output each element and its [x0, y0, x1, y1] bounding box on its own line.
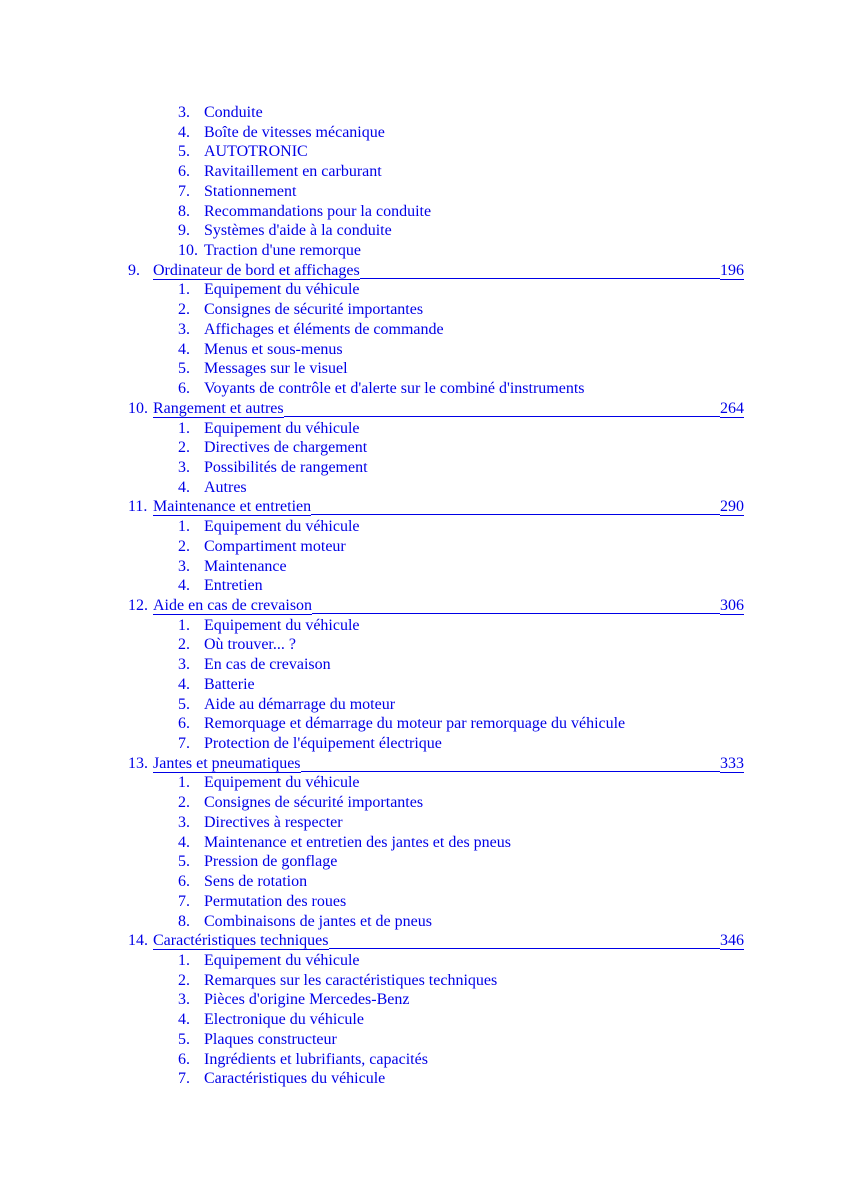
- toc-subitem[interactable]: [178, 241, 738, 261]
- toc-subitem[interactable]: [178, 852, 738, 872]
- toc-chapter-page[interactable]: 264: [720, 399, 744, 417]
- toc-subitem-title: Maintenance et entretien des jantes et des pneus: [204, 833, 511, 851]
- toc-subitem-title: Possibilités de rangement: [204, 458, 368, 476]
- toc-subitem-title: Ravitaillement en carburant: [204, 163, 382, 181]
- toc-subitem-number: 8.: [178, 912, 190, 930]
- toc-subitem[interactable]: [178, 537, 738, 557]
- toc-subitem[interactable]: [178, 478, 738, 498]
- toc-subitem-number: 4.: [178, 577, 190, 595]
- toc-subitem-title: Equipement du véhicule: [204, 774, 360, 792]
- toc-subitem[interactable]: [178, 892, 738, 912]
- toc-subitem[interactable]: [178, 1030, 738, 1050]
- toc-subitem-number: 2.: [178, 537, 190, 555]
- toc-subitem-number: 1.: [178, 281, 190, 299]
- toc-subitem[interactable]: [178, 202, 738, 222]
- toc-subitem-number: 10.: [178, 242, 198, 260]
- toc-chapter-title: Jantes et pneumatiques: [153, 754, 301, 772]
- toc-subitem-title: Ingrédients et lubrifiants, capacités: [204, 1050, 428, 1068]
- toc-subitem-number: 1.: [178, 419, 190, 437]
- toc-subitem-number: 5.: [178, 360, 190, 378]
- toc-subitem-number: 4.: [178, 340, 190, 358]
- toc-subitem[interactable]: [178, 517, 738, 537]
- toc-chapter[interactable]: [128, 497, 744, 517]
- toc-subitem-number: 5.: [178, 143, 190, 161]
- toc-subitem-title: Equipement du véhicule: [204, 518, 360, 536]
- toc-chapter[interactable]: [128, 596, 744, 616]
- toc-subitem[interactable]: [178, 458, 738, 478]
- toc-leader-line: [284, 399, 720, 417]
- toc-subitem[interactable]: [178, 182, 738, 202]
- toc-subitem[interactable]: [178, 379, 738, 399]
- toc-subitem[interactable]: [178, 833, 738, 853]
- toc-chapter-page[interactable]: 290: [720, 498, 744, 516]
- toc-subitem-number: 9.: [178, 222, 190, 240]
- toc-subitem-number: 1.: [178, 951, 190, 969]
- toc-subitem-number: 7.: [178, 892, 190, 910]
- toc-subitem[interactable]: [178, 221, 738, 241]
- toc-chapter[interactable]: [128, 399, 744, 419]
- toc-subitem-number: 1.: [178, 518, 190, 536]
- toc-subitem[interactable]: [178, 1010, 738, 1030]
- toc-subitem-title: Boîte de vitesses mécanique: [204, 123, 385, 141]
- toc-subitem-number: 7.: [178, 735, 190, 753]
- toc-subitem-number: 1.: [178, 616, 190, 634]
- toc-subitem-title: Maintenance: [204, 557, 287, 575]
- toc-leader-line: [301, 754, 720, 772]
- toc-subitem-title: Remarques sur les caractéristiques techniques: [204, 971, 498, 989]
- toc-subitem-title: Plaques constructeur: [204, 1030, 337, 1048]
- toc-subitem-title: Batterie: [204, 675, 255, 693]
- toc-subitem-title: Consignes de sécurité importantes: [204, 794, 424, 812]
- toc-subitem-number: 5.: [178, 695, 190, 713]
- toc-chapter-title: Aide en cas de crevaison: [153, 597, 313, 614]
- toc-subitem-number: 2.: [178, 971, 190, 989]
- toc-subitem-number: 3.: [178, 557, 190, 575]
- toc-subitem-title: Directives à respecter: [204, 813, 343, 831]
- toc-subitem-number: 6.: [178, 380, 190, 398]
- toc-subitem-number: 1.: [178, 774, 190, 792]
- toc-chapter[interactable]: [128, 754, 744, 774]
- toc-subitem-number: 2.: [178, 636, 190, 654]
- toc-subitem-title: Equipement du véhicule: [204, 419, 360, 437]
- toc-subitem[interactable]: [178, 655, 738, 675]
- toc-subitem-title: Stationnement: [204, 182, 297, 200]
- toc-subitem[interactable]: [178, 675, 738, 695]
- toc-subitem[interactable]: [178, 714, 738, 734]
- toc-subitem[interactable]: [178, 990, 738, 1010]
- toc-subitem-title: Affichages et éléments de commande: [204, 320, 444, 338]
- toc-subitem[interactable]: [178, 971, 738, 991]
- toc-chapter-page[interactable]: 306: [720, 597, 744, 614]
- toc-subitem-number: 5.: [178, 853, 190, 871]
- toc-subitem[interactable]: [178, 419, 738, 439]
- toc-chapter-number: 11.: [128, 498, 148, 516]
- toc-subitem[interactable]: [178, 734, 738, 754]
- toc-subitem-title: Equipement du véhicule: [204, 951, 360, 969]
- toc-subitem[interactable]: [178, 142, 738, 162]
- toc-leader-line: [311, 497, 720, 515]
- toc-subitem-number: 3.: [178, 813, 190, 831]
- toc-leader-line: [329, 931, 721, 949]
- toc-chapter[interactable]: [128, 931, 744, 951]
- toc-subitem[interactable]: [178, 951, 738, 971]
- toc-subitem[interactable]: [178, 557, 738, 577]
- toc-subitem-title: AUTOTRONIC: [204, 143, 308, 161]
- toc-subitem[interactable]: [178, 576, 738, 596]
- toc-subitem-title: Messages sur le visuel: [204, 360, 348, 378]
- toc-subitem-number: 6.: [178, 1050, 190, 1068]
- toc-subitem-title: Sens de rotation: [204, 873, 308, 891]
- toc-chapter-title: Rangement et autres: [153, 399, 284, 417]
- toc-subitem[interactable]: [178, 773, 738, 793]
- toc-subitem-number: 5.: [178, 1030, 190, 1048]
- toc-subitem-title: Electronique du véhicule: [204, 1011, 364, 1029]
- toc-subitem-title: Où trouver... ?: [204, 636, 296, 654]
- toc-subitem[interactable]: [178, 813, 738, 833]
- toc-subitem-number: 4.: [178, 123, 190, 141]
- toc-subitem-title: Combinaisons de jantes et de pneus: [204, 912, 432, 930]
- toc-subitem-title: Compartiment moteur: [204, 537, 346, 555]
- toc-subitem-title: Directives de chargement: [204, 439, 368, 457]
- toc-subitem-number: 4.: [178, 478, 190, 496]
- toc-subitem-number: 2.: [178, 301, 190, 319]
- toc-chapter-page[interactable]: 333: [720, 754, 744, 772]
- toc-subitem-number: 3.: [178, 320, 190, 338]
- toc-chapter-title: Ordinateur de bord et affichages: [153, 261, 360, 279]
- toc-subitem-number: 6.: [178, 715, 190, 733]
- toc-subitem-number: 2.: [178, 439, 190, 457]
- toc-subitem-title: Equipement du véhicule: [204, 281, 360, 299]
- toc-subitem[interactable]: [178, 1069, 738, 1089]
- toc-subitem-title: Systèmes d'aide à la conduite: [204, 222, 392, 240]
- toc-subitem-title: Permutation des roues: [204, 892, 347, 910]
- toc-subitem-number: 4.: [178, 675, 190, 693]
- toc-subitem[interactable]: [178, 123, 738, 143]
- toc-subitem-number: 4.: [178, 1011, 190, 1029]
- toc-leader-line: [312, 596, 720, 614]
- toc-chapter-title: Maintenance et entretien: [153, 498, 312, 516]
- toc-subitem-title: Autres: [204, 478, 247, 496]
- toc-subitem[interactable]: [178, 695, 738, 715]
- toc-leader-line: [360, 261, 720, 279]
- toc-chapter-page[interactable]: 196: [720, 261, 744, 279]
- toc-subitem-title: Menus et sous-menus: [204, 340, 343, 358]
- toc-subitem-title: Aide au démarrage du moteur: [204, 695, 396, 713]
- toc-subitem[interactable]: [178, 103, 738, 123]
- toc-subitem[interactable]: [178, 872, 738, 892]
- toc-subitem-number: 6.: [178, 873, 190, 891]
- toc-subitem[interactable]: [178, 162, 738, 182]
- toc-chapter[interactable]: [128, 261, 744, 281]
- toc-subitem-title: Recommandations pour la conduite: [204, 202, 432, 220]
- toc-subitem-title: Traction d'une remorque: [204, 242, 361, 260]
- toc-subitem-title: En cas de crevaison: [204, 656, 331, 674]
- toc-chapter-page[interactable]: 346: [720, 932, 744, 950]
- toc-subitem[interactable]: [178, 320, 738, 340]
- toc-subitem[interactable]: [178, 616, 738, 636]
- toc-chapter-number: 10.: [128, 399, 148, 417]
- toc-subitem-title: Consignes de sécurité importantes: [204, 301, 424, 319]
- toc-subitem-title: Voyants de contrôle et d'alerte sur le combiné d'instruments: [204, 380, 585, 398]
- toc-subitem[interactable]: [178, 635, 738, 655]
- toc-chapter-number: 12.: [128, 597, 148, 614]
- toc-subitem-title: Remorquage et démarrage du moteur par remorquage du véhicule: [204, 715, 626, 733]
- toc-subitem[interactable]: [178, 300, 738, 320]
- toc-subitem[interactable]: [178, 912, 738, 932]
- toc-chapter-number: 9.: [128, 261, 140, 279]
- toc-chapter-number: 14.: [128, 932, 148, 950]
- toc-subitem[interactable]: [178, 280, 738, 300]
- toc-subitem-number: 4.: [178, 833, 190, 851]
- toc-chapter-number: 13.: [128, 754, 148, 772]
- toc-subitem-number: 8.: [178, 202, 190, 220]
- toc-subitem-number: 7.: [178, 182, 190, 200]
- toc-subitem-number: 3.: [178, 458, 190, 476]
- toc-chapter-title: Caractéristiques techniques: [153, 932, 329, 950]
- toc-subitem-number: 3.: [178, 656, 190, 674]
- toc-subitem[interactable]: [178, 340, 738, 360]
- toc-subitem-title: Conduite: [204, 104, 263, 121]
- toc-subitem[interactable]: [178, 359, 738, 379]
- toc-subitem-title: Pièces d'origine Mercedes-Benz: [204, 991, 410, 1009]
- toc-subitem[interactable]: [178, 1050, 738, 1070]
- toc-subitem-number: 3.: [178, 104, 190, 121]
- toc-subitem-title: Protection de l'équipement électrique: [204, 735, 442, 753]
- toc-subitem-number: 3.: [178, 991, 190, 1009]
- toc-subitem-title: Entretien: [204, 577, 263, 595]
- toc-subitem-number: 2.: [178, 794, 190, 812]
- toc-subitem-number: 7.: [178, 1070, 190, 1088]
- toc-subitem[interactable]: [178, 438, 738, 458]
- toc-subitem-title: Pression de gonflage: [204, 853, 338, 871]
- toc-subitem-title: Equipement du véhicule: [204, 616, 360, 634]
- toc-subitem-number: 6.: [178, 163, 190, 181]
- toc-subitem[interactable]: [178, 793, 738, 813]
- toc-subitem-title: Caractéristiques du véhicule: [204, 1070, 386, 1088]
